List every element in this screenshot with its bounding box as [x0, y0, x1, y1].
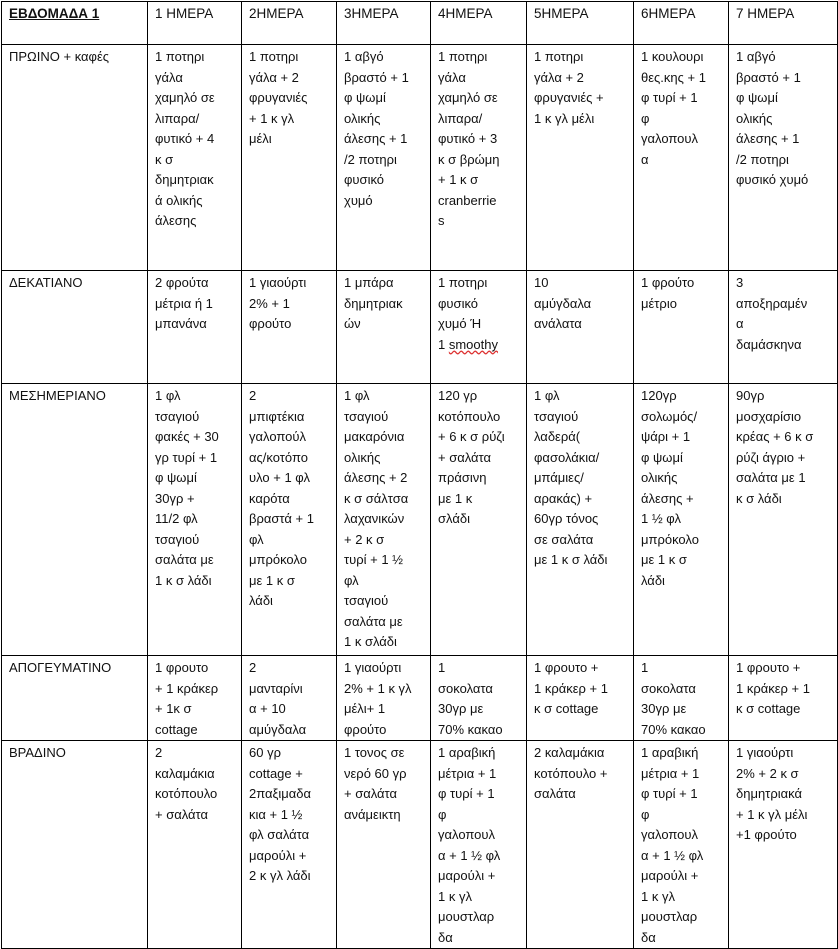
header-row: [2, 2, 838, 45]
meal-cell: 1 κουλουρι θες.κης + 1 φ τυρί + 1 φ γαλοπουλ α: [634, 45, 729, 271]
meal-cell: 1 γιαούρτι 2% + 2 κ σ δημητριακά + 1 κ γλ μέλι +1 φρούτο: [729, 741, 838, 949]
meal-label: ΔΕΚΑΤΙΑΝΟ: [2, 271, 148, 384]
meal-cell: 1 αβγό βραστό + 1 φ ψωμί ολικής άλεσης + 1 /2 ποτηρι φυσικό χυμό: [729, 45, 838, 271]
meal-label: ΒΡΑΔΙΝΟ: [2, 741, 148, 949]
meal-cell-text: 1 ποτηρι φυσικό χυμό Ή: [438, 275, 488, 331]
afternoon-snack-row: [2, 656, 838, 741]
meal-cell: 1 φρουτο + 1 κράκερ + 1 κ σ cottage: [729, 656, 838, 741]
meal-cell: [431, 271, 527, 384]
meal-cell: 1 φρούτο μέτριο: [634, 271, 729, 384]
meal-cell: 1 σοκολατα 30γρ με 70% κακαο: [431, 656, 527, 741]
meal-cell: 60 γρ cottage + 2παξιμαδα κια + 1 ½ φλ σαλάτα μαρούλι + 2 κ γλ λάδι: [242, 741, 337, 949]
smoothy-word: smoothy: [448, 336, 498, 352]
lunch-row: [2, 384, 838, 656]
breakfast-row: [2, 45, 838, 271]
meal-cell: 2 μπιφτέκια γαλοπούλ ας/κοτόπο υλο + 1 φλ καρότα βραστά + 1 φλ μπρόκολο με 1 κ σ λάδι: [242, 384, 337, 656]
meal-cell: 3 αποξηραμέν α δαμάσκηνα: [729, 271, 838, 384]
meal-cell: 1 αραβική μέτρια + 1 φ τυρί + 1 φ γαλοπουλ α + 1 ½ φλ μαρούλι + 1 κ γλ μουστλαρ δα: [634, 741, 729, 949]
meal-cell: 1 ποτηρι γάλα χαμηλό σε λιπαρα/ φυτικό + 3 κ σ βρώμη + 1 κ σ cranberrie s: [431, 45, 527, 271]
meal-cell: 1 αραβική μέτρια + 1 φ τυρί + 1 φ γαλοπουλ α + 1 ½ φλ μαρούλι + 1 κ γλ μουστλαρ δα: [431, 741, 527, 949]
meal-label: ΜΕΣΗΜΕΡΙΑΝΟ: [2, 384, 148, 656]
week-title-cell: [2, 2, 148, 45]
meal-cell: 120γρ σολωμός/ ψάρι + 1 φ ψωμί ολικής άλεσης + 1 ½ φλ μπρόκολο με 1 κ σ λάδι: [634, 384, 729, 656]
day-header: 7 ΗΜΕΡΑ: [729, 2, 838, 45]
day-header: 6ΗΜΕΡΑ: [634, 2, 729, 45]
meal-cell: 1 γιαούρτι 2% + 1 φρούτο: [242, 271, 337, 384]
meal-cell: 1 φρουτο + 1 κράκερ + 1 κ σ cottage: [527, 656, 634, 741]
meal-cell: 1 αβγό βραστό + 1 φ ψωμί ολικής άλεσης + 1 /2 ποτηρι φυσικό χυμό: [337, 45, 431, 271]
meal-cell: 10 αμύγδαλα ανάλατα: [527, 271, 634, 384]
meal-cell: 1 φλ τσαγιού λαδερά( φασολάκια/ μπάμιες/ αρακάς) + 60γρ τόνος σε σαλάτα με 1 κ σ λάδι: [527, 384, 634, 656]
meal-cell: 1 γιαούρτι 2% + 1 κ γλ μέλι+ 1 φρούτο: [337, 656, 431, 741]
meal-cell: 1 ποτηρι γάλα + 2 φρυγανιές + 1 κ γλ μέλι: [527, 45, 634, 271]
meal-cell: 1 ποτηρι γάλα + 2 φρυγανιές + 1 κ γλ μέλι: [242, 45, 337, 271]
meal-cell: 90γρ μοσχαρίσιο κρέας + 6 κ σ ρύζι άγριο + σαλάτα με 1 κ σ λάδι: [729, 384, 838, 656]
meal-label: ΠΡΩΙΝΟ + καφές: [2, 45, 148, 271]
meal-cell-prefix: 1: [438, 336, 449, 352]
day-header: 3ΗΜΕΡΑ: [337, 2, 431, 45]
meal-cell: 1 φλ τσαγιού μακαρόνια ολικής άλεσης + 2 κ σ σάλτσα λαχανικών + 2 κ σ τυρί + 1 ½ φλ τσαγιού σαλάτα με 1 κ σλάδι: [337, 384, 431, 656]
meal-cell: 1 ποτηρι γάλα χαμηλό σε λιπαρα/ φυτικό + 4 κ σ δημητριακ ά ολικής άλεσης: [148, 45, 242, 271]
day-header: 5ΗΜΕΡΑ: [527, 2, 634, 45]
meal-cell: 1 φλ τσαγιού φακές + 30 γρ τυρί + 1 φ ψωμί 30γρ + 11/2 φλ τσαγιού σαλάτα με 1 κ σ λάδι: [148, 384, 242, 656]
meal-cell: 120 γρ κοτόπουλο + 6 κ σ ρύζι + σαλάτα πράσινη με 1 κ σλάδι: [431, 384, 527, 656]
meal-cell: 2 καλαμάκια κοτόπουλο + σαλάτα: [148, 741, 242, 949]
dinner-row: [2, 741, 838, 949]
meal-cell: 1 φρουτο + 1 κράκερ + 1κ σ cottage: [148, 656, 242, 741]
day-header: 1 ΗΜΕΡΑ: [148, 2, 242, 45]
week-title: ΕΒΔΟΜΑΔΑ 1: [9, 6, 100, 21]
meal-cell: 1 σοκολατα 30γρ με 70% κακαο: [634, 656, 729, 741]
meal-cell: 2 φρούτα μέτρια ή 1 μπανάνα: [148, 271, 242, 384]
day-header: 2ΗΜΕΡΑ: [242, 2, 337, 45]
meal-cell: 2 καλαμάκια κοτόπουλο + σαλάτα: [527, 741, 634, 949]
meal-cell: 1 τονος σε νερό 60 γρ + σαλάτα ανάμεικτη: [337, 741, 431, 949]
day-header: 4ΗΜΕΡΑ: [431, 2, 527, 45]
meal-cell: 1 μπάρα δημητριακ ών: [337, 271, 431, 384]
snack-row: [2, 271, 838, 384]
meal-label: ΑΠΟΓΕΥΜΑΤΙΝΟ: [2, 656, 148, 741]
meal-cell: 2 μανταρίνι α + 10 αμύγδαλα: [242, 656, 337, 741]
weekly-meal-plan-table: [1, 1, 838, 949]
